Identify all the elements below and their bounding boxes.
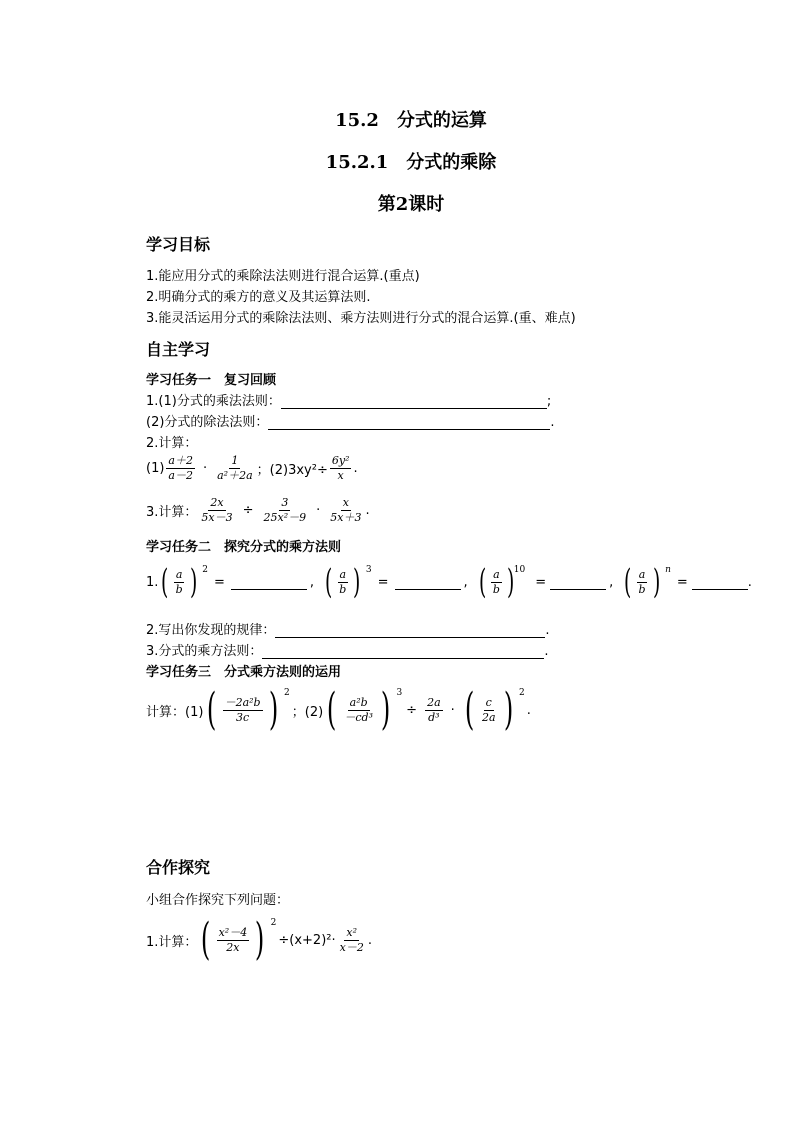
power-expr: ( $\frac{\text{a²b}}{\text{－cd³}}$ ) $^3$ [327,684,403,735]
fraction: $\frac{3}{\text{25x²－9}}$ [263,496,307,524]
power-expr: ( $\frac{a}{b}$ ) $^n$ [624,562,671,602]
exponent: 3 [365,565,372,575]
task1-q2-label: 2.计算： [146,436,198,451]
punct: . [526,702,531,718]
exponent: 10 [513,565,526,575]
period-title: 第2课时 [377,194,445,215]
q2-label: 2.写出你发现的规律： [146,623,276,638]
coop-q1-expr [146,914,372,965]
fraction: $\frac{\text{6y²}}{x}$ [331,454,350,482]
power-expr: ( $\frac{c}{2a}$ ) $^2$ [464,684,525,735]
exponent: n [665,565,671,575]
task2-q1-expr: 1. ( $\frac{a}{b}$ ) $^2$ = , ( $\frac{a}{b}$ ) $^3$ = , ( $\frac{a}{b}$ ) $^{10}$ = , ( $\frac{a}{b}$ ) $^n$ = . [146,562,752,602]
task2-q3 [146,640,549,659]
task3-expr: 计算：(1) ( $\frac{\text{－2a²b}}{3c}$ ) $^2$ ；(2) ( $\frac{\text{a²b}}{\text{－cd³}}$ ) $^3$ ÷ $\frac{2a}{\text{d³}}$ · ( $\frac{c}{2a}$ ) $^2$ . [146,684,531,735]
fraction: $\frac{2x}{5x-3}$ [201,496,233,524]
task2-title: 学习任务二 探究分式的乘方法则 [146,540,342,555]
expr-text: ；(2)3xy²÷ [256,463,328,478]
expr-text: ÷(x+2)²· [278,932,336,948]
power-expr: ( $\frac{a}{b}$ ) $^2$ [161,562,208,602]
q3-label: 3.分式的乘方法则： [146,644,263,659]
fraction: $\frac{a+2}{a-2}$ [168,454,193,482]
punct: ; [546,394,552,409]
task3-title: 学习任务三 分式乘方法则的运用 [146,665,342,680]
fraction: $\frac{x}{5x+3}$ [330,496,362,524]
answer-blank[interactable] [275,623,545,638]
fraction: $\frac{2a}{\text{d³}}$ [427,695,441,724]
prefix: 计算：(1) [146,704,204,720]
answer-blank[interactable] [692,575,748,590]
task2-q2 [146,619,550,638]
task1-q1a [146,390,551,409]
coop-heading: 合作探究 [146,858,211,877]
punct: . [367,932,372,948]
goals-heading: 学习目标 [146,235,211,254]
q1b-label: (2)分式的除法法则： [146,415,269,430]
fraction: $\frac{1}{\text{a²＋2a}}$ [217,454,253,482]
part-label: (1) [146,461,165,476]
punct: . [365,503,370,518]
q1-label: 1. [146,574,159,590]
punct: . [550,415,555,430]
task1-q1b [146,411,555,430]
lesson-title: 15.2 分式的运算 [335,110,487,131]
task1-title: 学习任务一 复习回顾 [146,373,277,388]
q3-label: 3.计算： [146,505,198,520]
coop-intro: 小组合作探究下列问题： [146,893,290,908]
q1a-label: 1.(1)分式的乘法法则： [146,394,281,409]
sep: ；(2) [291,704,324,720]
exponent: 2 [202,565,208,575]
punct: . [353,461,358,476]
answer-blank[interactable] [550,575,606,590]
answer-blank[interactable] [231,575,307,590]
power-expr: ( $\frac{\text{x²－4}}{2x}$ ) $^2$ [201,914,277,965]
fraction: $\frac{\text{x²}}{x-2}$ [339,925,364,954]
goal-item-3: 3.能灵活运用分式的乘除法法则、乘方法则进行分式的混合运算.(重、难点) [146,311,576,326]
answer-blank[interactable] [281,394,547,409]
punct: . [545,623,550,638]
power-expr: ( $\frac{a}{b}$ ) $^3$ [325,562,372,602]
task1-q2-expr: (1) $\frac{a+2}{a-2}$ · $\frac{1}{\text{a²＋2a}}$ ；(2)3xy²÷ $\frac{\text{6y²}}{x}$ . [146,454,358,482]
punct: . [544,644,549,659]
answer-blank[interactable] [262,644,544,659]
power-expr: ( $\frac{a}{b}$ ) $^{10}$ [478,562,526,602]
answer-blank[interactable] [395,575,461,590]
section-title: 15.2.1 分式的乘除 [325,152,497,173]
goal-item-2: 2.明确分式的乘方的意义及其运算法则. [146,290,371,305]
q1-label: 1.计算： [146,934,198,950]
power-expr: ( $\frac{\text{－2a²b}}{3c}$ ) $^2$ [207,684,290,735]
answer-blank[interactable] [268,415,550,430]
goal-item-1: 1.能应用分式的乘除法法则进行混合运算.(重点) [146,269,420,284]
task1-q3-expr: 3.计算： $\frac{2x}{5x-3}$ ÷ $\frac{3}{\text{25x²－9}}$ · $\frac{x}{5x+3}$ . [146,496,370,524]
self-study-heading: 自主学习 [146,340,211,359]
